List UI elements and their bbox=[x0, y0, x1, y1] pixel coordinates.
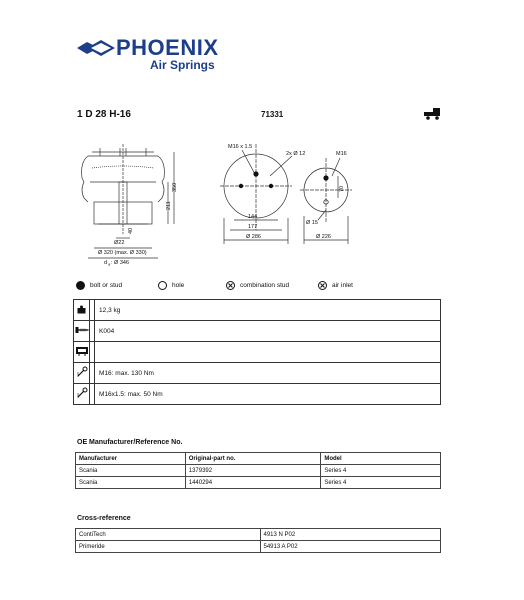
cross-cell: 4913 N P02 bbox=[260, 529, 441, 541]
bottom-dim-226: Ø 226 bbox=[316, 234, 331, 240]
table-row bbox=[76, 529, 441, 541]
legend-air-inlet bbox=[318, 281, 353, 290]
oe-header-manufacturer: Manufacturer bbox=[76, 453, 186, 465]
cross-cell: ContiTech bbox=[76, 529, 261, 541]
spec-value: K004 bbox=[95, 321, 441, 342]
spec-row-bolt bbox=[74, 321, 441, 342]
table-row bbox=[76, 477, 441, 489]
truck-icon bbox=[424, 108, 442, 120]
oe-header-part: Original-part no. bbox=[185, 453, 321, 465]
top-dim-177: 177 bbox=[248, 224, 258, 230]
combination-stud-icon bbox=[226, 281, 235, 290]
wrench-icon bbox=[74, 384, 90, 405]
cross-cell: Primeride bbox=[76, 541, 261, 553]
technical-drawing bbox=[70, 138, 370, 268]
brand-name: PHOENIX bbox=[116, 35, 219, 60]
oe-cell: Scania bbox=[76, 465, 186, 477]
spec-value: M16x1.5: max. 50 Nm bbox=[95, 384, 441, 405]
spec-table bbox=[73, 299, 441, 405]
spec-row-torque-m16 bbox=[74, 363, 441, 384]
bottom-hole-label: Ø 15 bbox=[306, 220, 318, 226]
brand-subtitle: Air Springs bbox=[150, 58, 215, 72]
oe-section-title: OE Manufacturer/Reference No. bbox=[77, 439, 183, 446]
legend-label: bolt or stud bbox=[90, 282, 123, 289]
top-dim-144: 144 bbox=[248, 214, 258, 220]
product-title: 1 D 28 H-16 bbox=[77, 109, 131, 120]
filled-circle-icon bbox=[76, 281, 85, 290]
spec-value bbox=[95, 342, 441, 363]
dim-height-total: 350 bbox=[172, 182, 178, 192]
dim-outer-diameter-value: : Ø 346 bbox=[111, 260, 130, 266]
package-icon bbox=[74, 342, 90, 363]
legend-combination-stud bbox=[226, 281, 289, 290]
dim-outer-diameter-label: d bbox=[104, 260, 108, 266]
spec-row-package bbox=[74, 342, 441, 363]
legend-label: air inlet bbox=[332, 282, 353, 289]
dim-piston-diameter: Ø 320 (max. Ø 330) bbox=[98, 250, 147, 256]
product-code: 71331 bbox=[261, 110, 284, 119]
bottom-stud-label: M16 bbox=[336, 151, 347, 157]
dim-outer-diameter-sub: a bbox=[108, 261, 111, 267]
spec-value: 12,3 kg bbox=[95, 300, 441, 321]
oe-cell: Series 4 bbox=[321, 477, 441, 489]
top-stud-label: M16 x 1.5 bbox=[228, 144, 253, 150]
oe-cell: 1440294 bbox=[185, 477, 321, 489]
legend-hole bbox=[158, 281, 184, 290]
spec-row-weight bbox=[74, 300, 441, 321]
oe-cell: 1379392 bbox=[185, 465, 321, 477]
dim-bottom-diameter: Ø22 bbox=[114, 240, 125, 246]
top-holes-label: 2x Ø 12 bbox=[286, 151, 306, 157]
cross-section-title: Cross-reference bbox=[77, 515, 131, 522]
air-inlet-icon bbox=[318, 281, 327, 290]
dim-height-piston: 211 bbox=[166, 201, 172, 210]
spec-row-torque-m16x15 bbox=[74, 384, 441, 405]
table-row bbox=[76, 465, 441, 477]
wrench-icon bbox=[74, 363, 90, 384]
cross-cell: 54913 A P02 bbox=[260, 541, 441, 553]
oe-cell: Series 4 bbox=[321, 465, 441, 477]
oe-cell: Scania bbox=[76, 477, 186, 489]
top-dim-286: Ø 286 bbox=[246, 234, 261, 240]
cross-table bbox=[75, 528, 441, 553]
oe-header-model: Model bbox=[321, 453, 441, 465]
legend-bolt bbox=[76, 281, 122, 290]
weight-icon bbox=[74, 300, 90, 321]
legend-label: hole bbox=[172, 282, 185, 289]
dim-stud-length: 40 bbox=[128, 227, 134, 234]
oe-table bbox=[75, 452, 441, 489]
bolt-icon bbox=[74, 321, 90, 342]
open-circle-icon bbox=[158, 281, 167, 290]
table-row bbox=[76, 541, 441, 553]
bottom-dim-70: 70 bbox=[339, 185, 345, 192]
phoenix-logo-icon bbox=[77, 38, 115, 58]
spec-value: M16: max. 130 Nm bbox=[95, 363, 441, 384]
legend-label: combination stud bbox=[240, 282, 290, 289]
oe-header-row bbox=[76, 453, 441, 465]
